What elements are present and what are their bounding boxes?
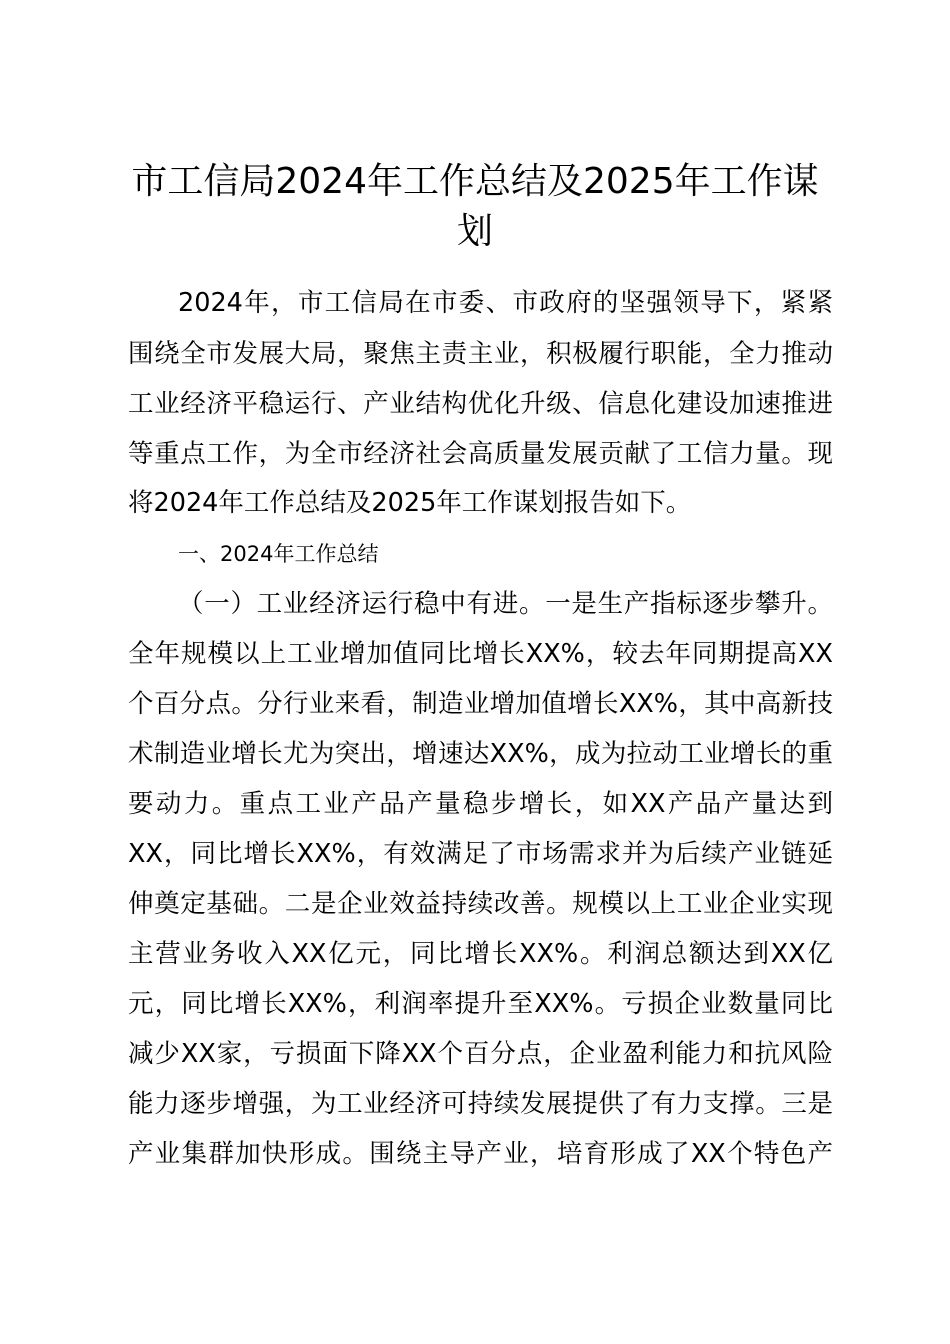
intro-line-2: 围绕全市发展大局，聚焦主责主业，积极履行职能，全力推动 (128, 339, 833, 369)
section-line-12: 产业集群加快形成。围绕主导产业，培育形成了XX个特色产 (128, 1139, 833, 1169)
section-line-3: 个百分点。分行业来看，制造业增加值增长XX%，其中高新技 (128, 689, 833, 719)
section-line-5: 要动力。重点工业产品产量稳步增长，如XX产品产量达到 (128, 789, 833, 819)
intro-line-4: 等重点工作，为全市经济社会高质量发展贡献了工信力量。现 (128, 439, 833, 469)
intro-line-1: 2024年，市工信局在市委、市政府的坚强领导下，紧紧 (178, 288, 833, 318)
section-line-6: XX，同比增长XX%，有效满足了市场需求并为后续产业链延 (128, 839, 833, 869)
document-title-line-2: 划 (456, 211, 493, 252)
section-line-1: （一）工业经济运行稳中有进。一是生产指标逐步攀升。 (178, 589, 833, 619)
document-title-line-1: 市工信局2024年工作总结及2025年工作谋 (131, 161, 819, 202)
section-heading: 一、2024年工作总结 (178, 542, 379, 566)
section-line-10: 减少XX家，亏损面下降XX个百分点，企业盈利能力和抗风险 (128, 1039, 833, 1069)
section-line-7: 伸奠定基础。二是企业效益持续改善。规模以上工业企业实现 (128, 889, 833, 919)
section-line-8: 主营业务收入XX亿元，同比增长XX%。利润总额达到XX亿 (128, 939, 833, 969)
section-line-11: 能力逐步增强，为工业经济可持续发展提供了有力支撑。三是 (128, 1089, 833, 1119)
section-line-9: 元，同比增长XX%，利润率提升至XX%。亏损企业数量同比 (128, 989, 833, 1019)
intro-line-5: 将2024年工作总结及2025年工作谋划报告如下。 (128, 488, 692, 518)
intro-line-3: 工业经济平稳运行、产业结构优化升级、信息化建设加速推进 (128, 389, 833, 419)
section-line-2: 全年规模以上工业增加值同比增长XX%，较去年同期提高XX (128, 639, 833, 669)
section-line-4: 术制造业增长尤为突出，增速达XX%，成为拉动工业增长的重 (128, 739, 833, 769)
